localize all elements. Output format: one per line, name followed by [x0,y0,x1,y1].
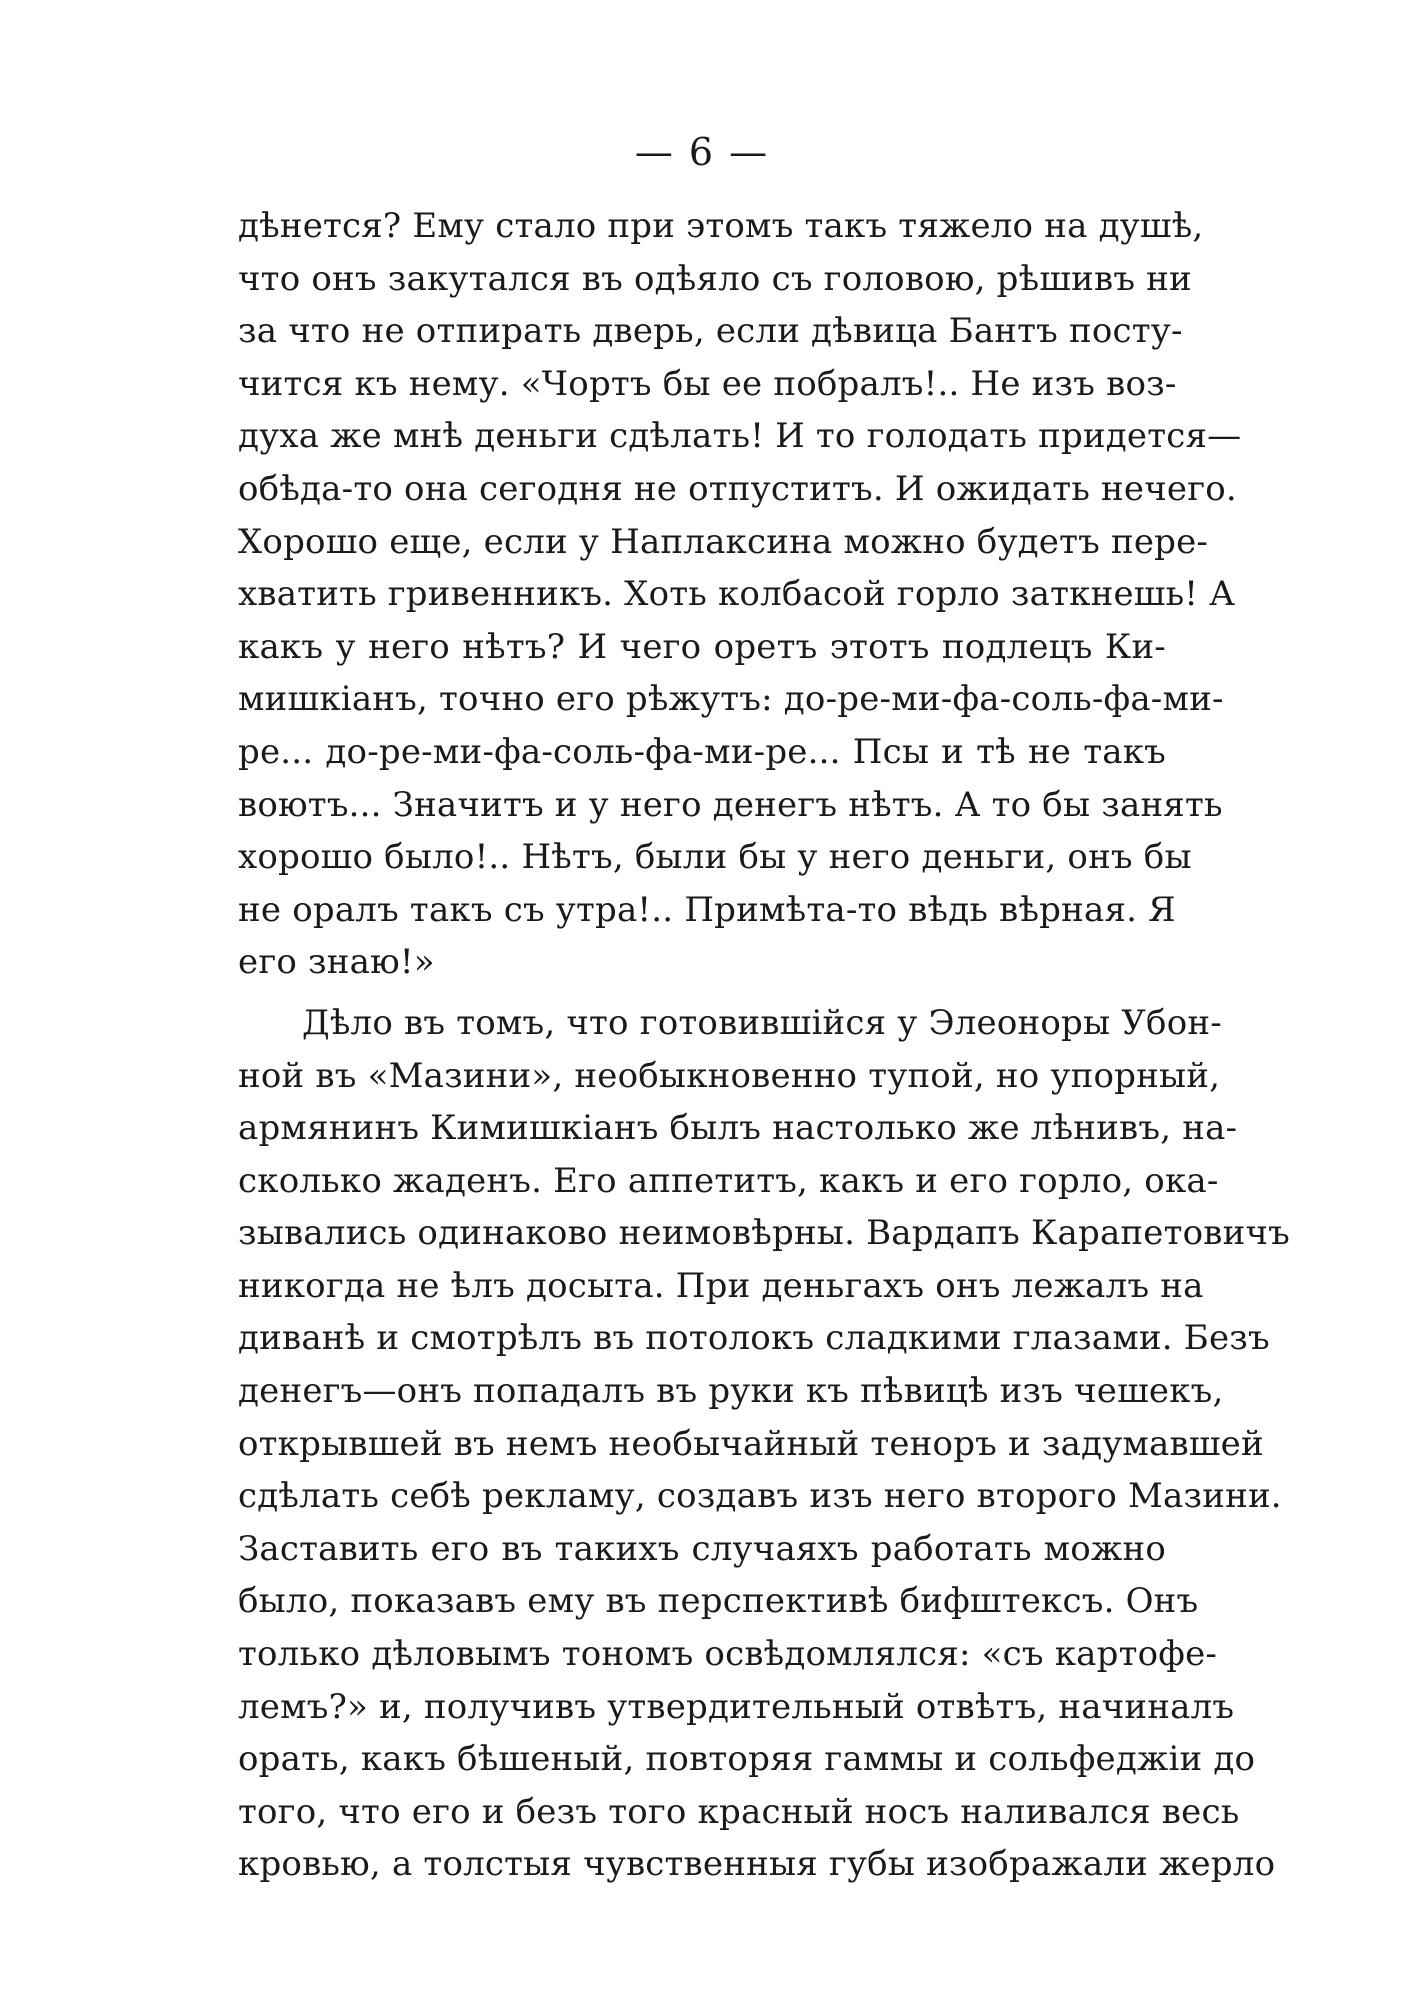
text-line: ной въ «Мазини», необыкновенно тупой, но упорный, [238,1055,1221,1096]
paragraph-1 [238,200,1242,989]
text-line: духа же мнѣ деньги сдѣлать! И то голодать придется— [238,416,1242,457]
text-line: диванѣ и смотрѣлъ въ потолокъ сладкими глазами. Безъ [238,1318,1270,1359]
text-line: не оралъ такъ съ утра!.. Примѣта-то вѣдь вѣрная. Я [238,889,1176,930]
body-text [238,200,1290,1891]
text-line: Заставить его въ такихъ случаяхъ работать можно [238,1528,1166,1569]
text-line: воютъ... Значитъ и у него денегъ нѣтъ. А то бы занять [238,784,1223,825]
text-line: мишкіанъ, точно его рѣжутъ: до-ре-ми-фа-соль-фа-ми- [238,679,1224,720]
text-line: армянинъ Кимишкіанъ былъ настолько же лѣнивъ, на- [238,1108,1238,1149]
text-line: что онъ закутался въ одѣяло съ головою, рѣшивъ ни [238,258,1192,299]
page-number: — 6 — [634,130,770,174]
text-line: хватить гривенникъ. Хоть колбасой горло заткнешь! А [238,574,1236,615]
text-line: сдѣлать себѣ рекламу, создавъ изъ него второго Мазини. [238,1476,1282,1517]
text-line: зывались одинаково неимовѣрны. Вардапъ Карапетовичъ [238,1213,1290,1254]
text-line: Дѣло въ томъ, что готовившійся у Элеоноры Убон- [302,1002,1222,1043]
text-line: орать, какъ бѣшеный, повторяя гаммы и сольфеджіи до [238,1739,1256,1780]
text-line: никогда не ѣлъ досыта. При деньгахъ онъ лежалъ на [238,1265,1204,1306]
text-line: только дѣловымъ тономъ освѣдомлялся: «съ картофе- [238,1634,1218,1675]
text-line: Хорошо еще, если у Наплаксина можно будетъ пере- [238,521,1209,562]
text-line: за что не отпирать дверь, если дѣвица Бантъ посту- [238,311,1183,352]
text-line: того, что его и безъ того красный носъ наливался весь [238,1791,1240,1832]
text-line: сколько жаденъ. Его аппетитъ, какъ и его горло, ока- [238,1160,1219,1201]
text-line: чится къ нему. «Чортъ бы ее побралъ!.. Не изъ воз- [238,363,1177,404]
text-line: было, показавъ ему въ перспективѣ бифштексъ. Онъ [238,1581,1199,1622]
text-line: хорошо было!.. Нѣтъ, были бы у него деньги, онъ бы [238,837,1192,878]
text-line: дѣнется? Ему стало при этомъ такъ тяжело на душѣ, [238,206,1204,246]
text-line: открывшей въ немъ необычайный теноръ и задумавшей [238,1423,1264,1464]
text-line: ре... до-ре-ми-фа-соль-фа-ми-ре... Псы и тѣ не такъ [238,731,1166,772]
text-line: лемъ?» и, получивъ утвердительный отвѣтъ, начиналъ [238,1686,1235,1727]
text-line: денегъ—онъ попадалъ въ руки къ пѣвицѣ изъ чешекъ, [238,1371,1224,1412]
text-line: какъ у него нѣтъ? И чего оретъ этотъ подлецъ Ки- [238,626,1166,667]
text-line: обѣда-то она сегодня не отпуститъ. И ожидать нечего. [238,468,1237,509]
paragraph-gap [238,989,1166,997]
text-line: его знаю!» [238,942,435,983]
paragraph-2 [238,997,1290,1891]
text-line: кровью, а толстыя чувственныя губы изображали жерло [238,1844,1276,1885]
